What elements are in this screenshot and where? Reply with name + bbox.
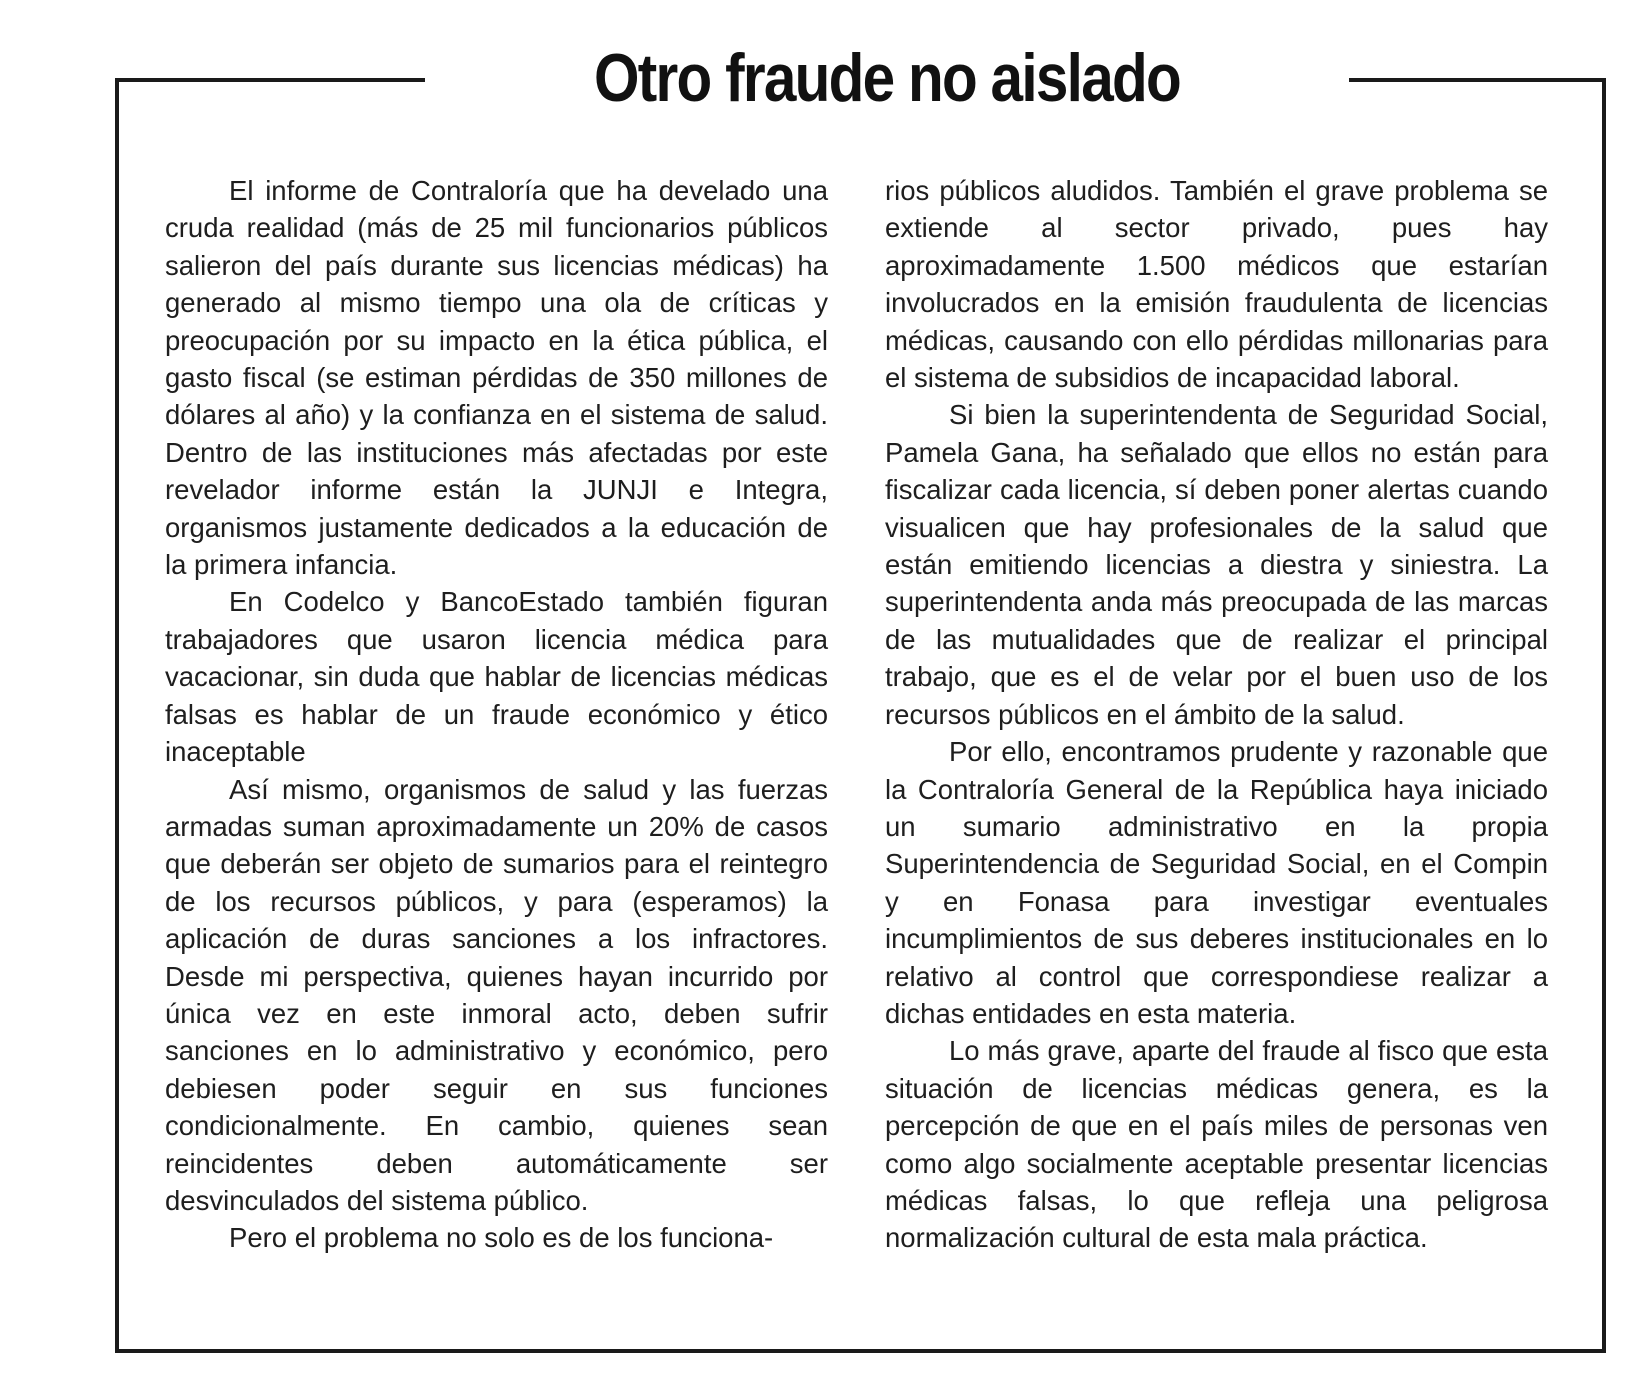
article-column-right xyxy=(885,172,1548,1257)
paragraph: Pero el problema no solo es de los funciona- xyxy=(229,1222,774,1254)
article-title: Otro fraude no aislado xyxy=(593,40,1181,116)
article-column-left xyxy=(165,172,828,1257)
paragraph: Por ello, encontramos prudente y razonable que la Contraloría General de la República haya iniciado un sumario administrativo en la propia Superintendencia de Seguridad Social, en el Compin y en Fonasa para investigar eventuales incumplimientos de sus deberes institucionales en lo relativo al control que correspondiese realizar a dichas entidades en esta materia. xyxy=(885,736,1548,1029)
paragraph: En Codelco y BancoEstado también figuran trabajadores que usaron licencia médica para vacacionar, sin duda que hablar de licencias médicas falsas es hablar de un fraude económico y ético inaceptable xyxy=(165,586,828,768)
paragraph: Así mismo, organismos de salud y las fuerzas armadas suman aproximadamente un 20% de casos que deberán ser objeto de sumarios para el reintegro de los recursos públicos, y para (esperamos) la aplicación de duras sanciones a los infractores. Desde mi perspectiva, quienes hayan incurrido por única vez en este inmoral acto, deben sufrir sanciones en lo administrativo y económico, pero debiesen poder seguir en sus funciones condicionalmente. En cambio, quienes sean reincidentes deben automáticamente ser desvinculados del sistema público. xyxy=(165,773,828,1216)
paragraph-continued: rios públicos aludidos. También el grave problema se extiende al sector privado, pues hay aproximadamente 1.500 médicos que estarían involucrados en la emisión fraudulenta de licencias médicas, causando con ello pérdidas millonarias para el sistema de subsidios de incapacidad laboral. xyxy=(885,175,1548,394)
paragraph: Lo más grave, aparte del fraude al fisco que esta situación de licencias médicas genera, es la percepción de que en el país miles de personas ven como algo socialmente aceptable presentar licencias médicas falsas, lo que refleja una peligrosa normalización cultural de esta mala práctica. xyxy=(885,1035,1548,1254)
paragraph: El informe de Contraloría que ha develado una cruda realidad (más de 25 mil funcionarios públicos salieron del país durante sus licencias médicas) ha generado al mismo tiempo una ola de críticas y preocupación por su impacto en la ética pública, el gasto fiscal (se estiman pérdidas de 350 millones de dólares al año) y la confianza en el sistema de salud. Dentro de las instituciones más afectadas por este revelador informe están la JUNJI e Integra, organismos justamente dedicados a la educación de la primera infancia. xyxy=(165,175,828,581)
paragraph: Si bien la superintendenta de Seguridad Social, Pamela Gana, ha señalado que ellos no están para fiscalizar cada licencia, sí deben poner alertas cuando visualicen que hay profesionales de la salud que están emitiendo licencias a diestra y siniestra. La superintendenta anda más preocupada de las marcas de las mutualidades que de realizar el principal trabajo, que es el de velar por el buen uso de los recursos públicos en el ámbito de la salud. xyxy=(885,399,1548,730)
